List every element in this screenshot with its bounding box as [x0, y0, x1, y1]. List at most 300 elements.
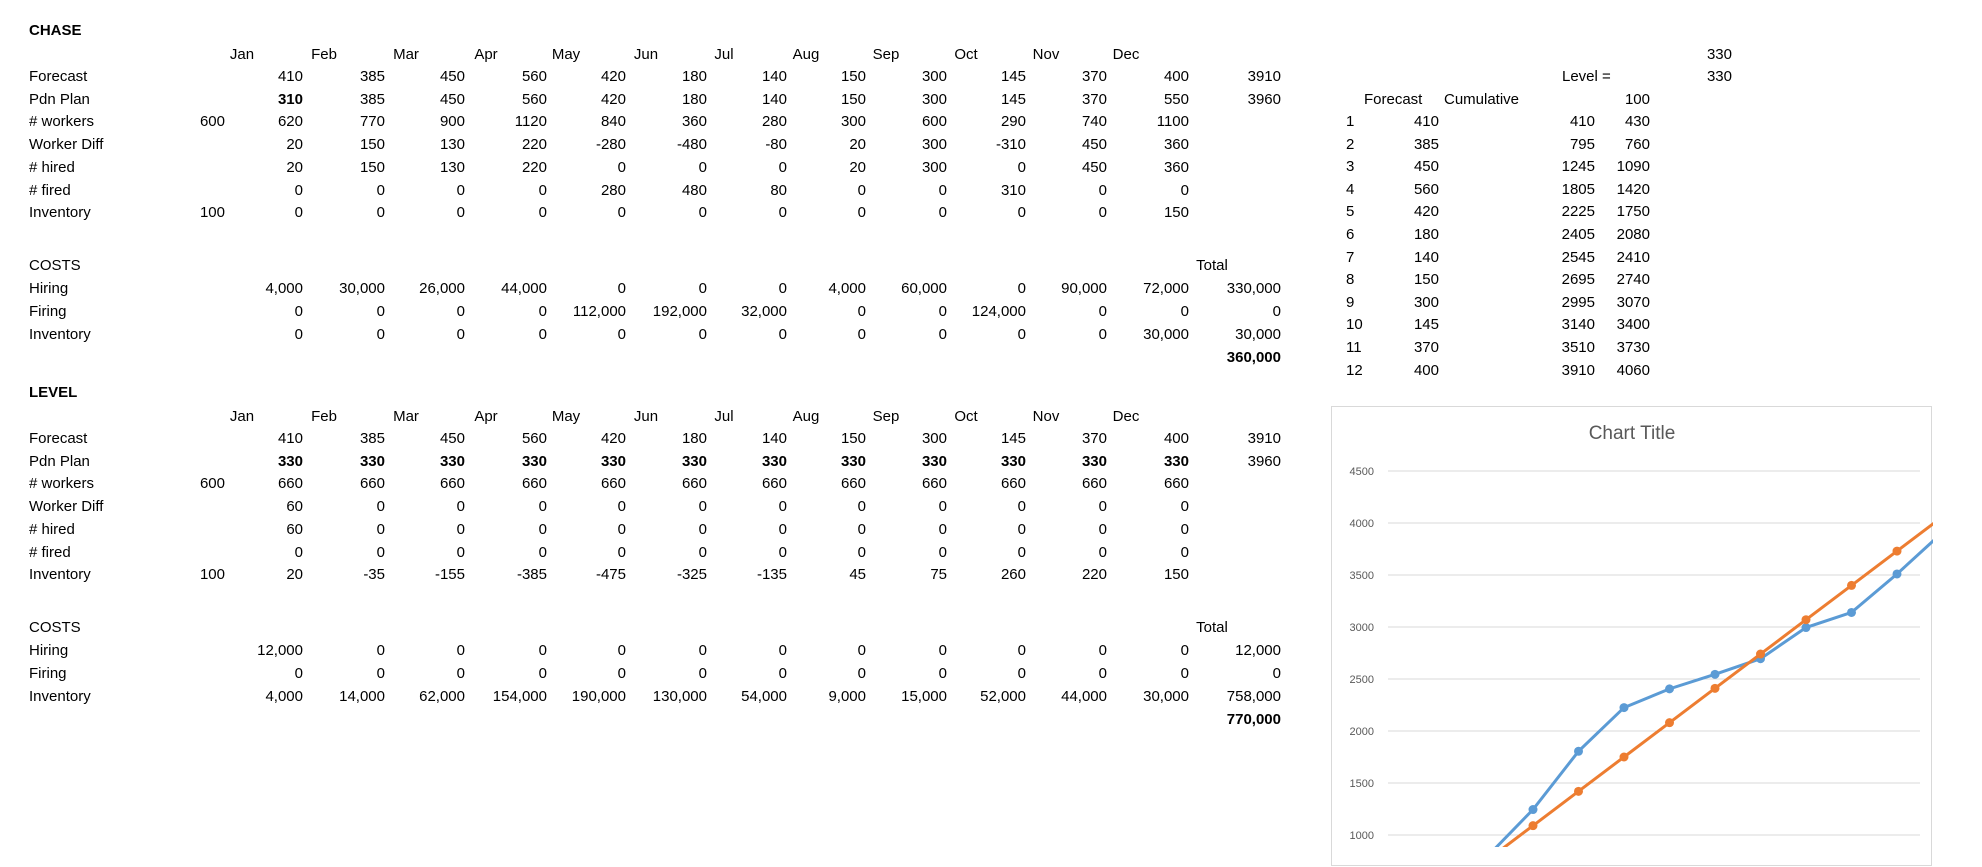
- cost-cell[interactable]: 0: [698, 665, 707, 682]
- value-cell[interactable]: 130: [439, 158, 465, 176]
- value-cell[interactable]: 660: [359, 475, 385, 493]
- value-cell[interactable]: 330: [521, 452, 547, 470]
- month-header[interactable]: Sep: [872, 46, 900, 63]
- cost-cell[interactable]: 0: [698, 326, 707, 343]
- cost-cell[interactable]: 44,000: [501, 280, 547, 297]
- total-label[interactable]: Total: [1196, 619, 1228, 636]
- row-total[interactable]: 3910: [1247, 68, 1281, 85]
- value-cell[interactable]: 660: [761, 475, 787, 493]
- cost-cell[interactable]: 30,000: [339, 280, 385, 297]
- value-cell[interactable]: 0: [538, 543, 547, 561]
- value-cell[interactable]: -475: [595, 566, 626, 584]
- value-cell[interactable]: 0: [538, 498, 547, 516]
- period-number[interactable]: 7: [1346, 248, 1355, 266]
- value-cell[interactable]: 310: [1000, 181, 1026, 199]
- value-cell[interactable]: 330: [681, 452, 707, 470]
- value-cell[interactable]: 0: [857, 204, 866, 222]
- value-cell[interactable]: 560: [521, 68, 547, 85]
- month-header[interactable]: Nov: [1032, 408, 1060, 425]
- period-number[interactable]: 9: [1346, 293, 1355, 311]
- value-cell[interactable]: 140: [761, 90, 787, 108]
- value-cell[interactable]: 0: [778, 204, 787, 222]
- value-cell[interactable]: 385: [359, 90, 385, 108]
- period-number[interactable]: 8: [1346, 271, 1355, 289]
- value-cell[interactable]: 220: [521, 158, 547, 176]
- cost-cell[interactable]: 0: [617, 326, 626, 343]
- value-cell[interactable]: 0: [376, 543, 385, 561]
- value-cell[interactable]: 410: [277, 430, 303, 447]
- costs-label[interactable]: COSTS: [29, 619, 81, 636]
- cost-cell[interactable]: 30,000: [1143, 688, 1189, 705]
- row-label[interactable]: # workers: [29, 113, 95, 131]
- value-cell[interactable]: 150: [840, 90, 866, 108]
- cost-cell[interactable]: 0: [294, 326, 303, 343]
- cost-cell[interactable]: 192,000: [652, 303, 707, 320]
- value-cell[interactable]: 420: [600, 90, 626, 108]
- section-title[interactable]: CHASE: [29, 22, 82, 39]
- month-header[interactable]: May: [551, 46, 581, 63]
- value-cell[interactable]: 300: [840, 113, 866, 131]
- value-cell[interactable]: 550: [1163, 90, 1189, 108]
- costs-label[interactable]: COSTS: [29, 257, 81, 274]
- value-cell[interactable]: 220: [521, 136, 547, 154]
- value-cell[interactable]: 660: [1163, 475, 1189, 493]
- value-cell[interactable]: 0: [938, 204, 947, 222]
- value-cell[interactable]: 370: [1081, 90, 1107, 108]
- cost-label[interactable]: Inventory: [29, 326, 91, 343]
- side-forecast[interactable]: 300: [1413, 293, 1439, 311]
- value-cell[interactable]: 0: [538, 204, 547, 222]
- value-cell[interactable]: 360: [681, 113, 707, 131]
- value-cell[interactable]: 0: [1098, 498, 1107, 516]
- value-cell[interactable]: 150: [359, 158, 385, 176]
- value-cell[interactable]: 0: [617, 520, 626, 538]
- value-cell[interactable]: 0: [456, 543, 465, 561]
- cost-label[interactable]: Hiring: [29, 642, 69, 659]
- cost-cell[interactable]: 0: [376, 303, 385, 320]
- value-cell[interactable]: 60: [286, 498, 303, 516]
- initial-value[interactable]: 600: [199, 113, 225, 131]
- value-cell[interactable]: 0: [1017, 543, 1026, 561]
- value-cell[interactable]: 0: [778, 543, 787, 561]
- side-cumulative[interactable]: 1245: [1561, 158, 1595, 176]
- cost-total[interactable]: 0: [1272, 303, 1281, 320]
- value-cell[interactable]: 0: [538, 181, 547, 199]
- value-cell[interactable]: 310: [277, 90, 303, 108]
- cost-cell[interactable]: 0: [1180, 665, 1189, 682]
- value-cell[interactable]: 0: [617, 543, 626, 561]
- value-cell[interactable]: 0: [456, 498, 465, 516]
- value-cell[interactable]: 360: [1163, 136, 1189, 154]
- cost-cell[interactable]: 52,000: [980, 688, 1026, 705]
- value-cell[interactable]: 140: [761, 430, 787, 447]
- value-cell[interactable]: 385: [359, 430, 385, 447]
- value-cell[interactable]: 450: [1081, 136, 1107, 154]
- value-cell[interactable]: 80: [770, 181, 787, 199]
- cost-label[interactable]: Inventory: [29, 688, 91, 705]
- value-cell[interactable]: 75: [930, 566, 947, 584]
- value-cell[interactable]: 330: [761, 452, 787, 470]
- cost-cell[interactable]: 0: [1098, 642, 1107, 659]
- cost-cell[interactable]: 0: [857, 303, 866, 320]
- value-cell[interactable]: 280: [761, 113, 787, 131]
- value-cell[interactable]: 450: [1081, 158, 1107, 176]
- cost-cell[interactable]: 0: [938, 326, 947, 343]
- cost-label[interactable]: Firing: [29, 665, 67, 682]
- value-cell[interactable]: 0: [1180, 520, 1189, 538]
- row-label[interactable]: Pdn Plan: [29, 90, 90, 108]
- value-cell[interactable]: 150: [840, 430, 866, 447]
- cost-cell[interactable]: 0: [376, 642, 385, 659]
- value-cell[interactable]: 740: [1081, 113, 1107, 131]
- value-cell[interactable]: 260: [1000, 566, 1026, 584]
- value-cell[interactable]: -325: [676, 566, 707, 584]
- cost-cell[interactable]: 0: [456, 642, 465, 659]
- value-cell[interactable]: 0: [857, 543, 866, 561]
- row-label[interactable]: # fired: [29, 181, 71, 199]
- value-cell[interactable]: 0: [778, 158, 787, 176]
- cost-cell[interactable]: 0: [294, 665, 303, 682]
- cost-cell[interactable]: 0: [698, 280, 707, 297]
- value-cell[interactable]: 0: [456, 204, 465, 222]
- value-cell[interactable]: 400: [1163, 430, 1189, 447]
- side-cumulative[interactable]: 3510: [1561, 339, 1595, 356]
- side-value[interactable]: 2410: [1616, 248, 1650, 266]
- month-header[interactable]: Sep: [872, 408, 900, 425]
- value-cell[interactable]: 660: [840, 475, 866, 493]
- cost-cell[interactable]: 4,000: [265, 280, 303, 297]
- month-header[interactable]: Dec: [1112, 46, 1140, 63]
- level-value[interactable]: 330: [1706, 68, 1732, 85]
- cost-cell[interactable]: 0: [778, 326, 787, 343]
- header-forecast[interactable]: Forecast: [1364, 91, 1423, 108]
- side-value[interactable]: 3730: [1616, 339, 1650, 356]
- value-cell[interactable]: 0: [698, 543, 707, 561]
- value-cell[interactable]: 140: [761, 68, 787, 85]
- value-cell[interactable]: 145: [1000, 90, 1026, 108]
- value-cell[interactable]: -480: [676, 136, 707, 154]
- value-cell[interactable]: 900: [439, 113, 465, 131]
- chart[interactable]: [1331, 406, 1932, 866]
- value-cell[interactable]: 0: [376, 204, 385, 222]
- value-cell[interactable]: 660: [600, 475, 626, 493]
- value-cell[interactable]: 60: [286, 520, 303, 538]
- cost-cell[interactable]: 154,000: [492, 688, 547, 705]
- cost-total[interactable]: 12,000: [1235, 642, 1281, 659]
- cost-cell[interactable]: 14,000: [339, 688, 385, 705]
- value-cell[interactable]: 600: [921, 113, 947, 131]
- value-cell[interactable]: 770: [359, 113, 385, 131]
- row-label[interactable]: Worker Diff: [29, 498, 104, 516]
- value-cell[interactable]: -310: [995, 136, 1026, 154]
- value-cell[interactable]: 150: [359, 136, 385, 154]
- side-value[interactable]: 1090: [1616, 158, 1650, 176]
- side-value[interactable]: 3070: [1616, 293, 1650, 311]
- value-cell[interactable]: 330: [600, 452, 626, 470]
- value-cell[interactable]: 0: [1180, 498, 1189, 516]
- period-number[interactable]: 3: [1346, 158, 1355, 176]
- value-cell[interactable]: 330: [439, 452, 465, 470]
- value-cell[interactable]: -80: [765, 136, 787, 154]
- value-cell[interactable]: 0: [1017, 520, 1026, 538]
- value-cell[interactable]: 300: [921, 90, 947, 108]
- grand-total[interactable]: 360,000: [1226, 349, 1281, 366]
- row-label[interactable]: # fired: [29, 543, 71, 561]
- period-number[interactable]: 12: [1346, 361, 1363, 379]
- value-cell[interactable]: 0: [538, 520, 547, 538]
- value-cell[interactable]: 150: [840, 68, 866, 85]
- cost-cell[interactable]: 0: [456, 665, 465, 682]
- period-number[interactable]: 6: [1346, 226, 1355, 243]
- cost-cell[interactable]: 0: [538, 303, 547, 320]
- side-forecast[interactable]: 150: [1413, 271, 1439, 289]
- value-cell[interactable]: 145: [1000, 430, 1026, 447]
- row-total[interactable]: 3960: [1247, 90, 1281, 108]
- value-cell[interactable]: 330: [1000, 452, 1026, 470]
- value-cell[interactable]: 0: [617, 158, 626, 176]
- value-cell[interactable]: 450: [439, 90, 465, 108]
- level-label[interactable]: Level =: [1562, 68, 1611, 85]
- value-cell[interactable]: 560: [521, 90, 547, 108]
- cost-cell[interactable]: 0: [1017, 326, 1026, 343]
- value-cell[interactable]: -155: [434, 566, 465, 584]
- side-value[interactable]: 430: [1624, 113, 1650, 130]
- row-label[interactable]: Worker Diff: [29, 136, 104, 154]
- cost-cell[interactable]: 54,000: [741, 688, 787, 705]
- cost-cell[interactable]: 0: [857, 326, 866, 343]
- side-forecast[interactable]: 420: [1413, 203, 1439, 221]
- value-cell[interactable]: 660: [439, 475, 465, 493]
- row-label[interactable]: Forecast: [29, 430, 88, 447]
- cost-cell[interactable]: 0: [1098, 326, 1107, 343]
- cost-cell[interactable]: 0: [456, 303, 465, 320]
- side-cumulative[interactable]: 2225: [1561, 203, 1595, 221]
- value-cell[interactable]: 20: [286, 566, 303, 584]
- value-cell[interactable]: 385: [359, 68, 385, 85]
- side-value[interactable]: 3400: [1616, 316, 1650, 334]
- value-cell[interactable]: 0: [456, 520, 465, 538]
- cost-cell[interactable]: 72,000: [1143, 280, 1189, 297]
- level-top-value[interactable]: 330: [1706, 46, 1732, 63]
- side-cumulative[interactable]: 1805: [1561, 180, 1595, 198]
- cost-cell[interactable]: 0: [376, 665, 385, 682]
- cost-cell[interactable]: 190,000: [571, 688, 626, 705]
- month-header[interactable]: Apr: [474, 46, 498, 63]
- value-cell[interactable]: 0: [1098, 543, 1107, 561]
- value-cell[interactable]: 1100: [1156, 113, 1189, 131]
- grand-total[interactable]: 770,000: [1226, 711, 1281, 728]
- value-cell[interactable]: 330: [359, 452, 385, 470]
- cost-cell[interactable]: 44,000: [1061, 688, 1107, 705]
- month-header[interactable]: Aug: [792, 408, 820, 425]
- cost-cell[interactable]: 130,000: [652, 688, 707, 705]
- value-cell[interactable]: 280: [600, 181, 626, 199]
- value-cell[interactable]: 0: [857, 520, 866, 538]
- value-cell[interactable]: 0: [617, 204, 626, 222]
- cost-cell[interactable]: 0: [1180, 642, 1189, 659]
- cost-cell[interactable]: 0: [778, 665, 787, 682]
- value-cell[interactable]: 660: [1081, 475, 1107, 493]
- cost-cell[interactable]: 0: [538, 326, 547, 343]
- month-header[interactable]: Dec: [1112, 408, 1140, 425]
- row-label[interactable]: # hired: [29, 158, 75, 176]
- value-cell[interactable]: -385: [516, 566, 547, 584]
- cost-cell[interactable]: 0: [1180, 303, 1189, 320]
- cost-cell[interactable]: 0: [1017, 642, 1026, 659]
- cost-cell[interactable]: 0: [857, 642, 866, 659]
- row-label[interactable]: Pdn Plan: [29, 452, 90, 470]
- cost-cell[interactable]: 0: [857, 665, 866, 682]
- side-value[interactable]: 1420: [1616, 180, 1650, 198]
- value-cell[interactable]: 420: [600, 68, 626, 85]
- cost-cell[interactable]: 32,000: [741, 303, 787, 320]
- value-cell[interactable]: 0: [938, 520, 947, 538]
- value-cell[interactable]: 180: [681, 68, 707, 85]
- value-cell[interactable]: 0: [778, 498, 787, 516]
- cost-cell[interactable]: 0: [938, 642, 947, 659]
- row-label[interactable]: Forecast: [29, 68, 88, 85]
- value-cell[interactable]: 0: [456, 181, 465, 199]
- value-cell[interactable]: 0: [376, 520, 385, 538]
- value-cell[interactable]: 20: [286, 136, 303, 154]
- side-forecast[interactable]: 140: [1413, 248, 1439, 266]
- side-forecast[interactable]: 410: [1413, 113, 1439, 130]
- value-cell[interactable]: 660: [1000, 475, 1026, 493]
- cost-cell[interactable]: 90,000: [1061, 280, 1107, 297]
- cost-total[interactable]: 30,000: [1235, 326, 1281, 343]
- cost-cell[interactable]: 15,000: [901, 688, 947, 705]
- cost-cell[interactable]: 4,000: [828, 280, 866, 297]
- value-cell[interactable]: 300: [921, 430, 947, 447]
- value-cell[interactable]: 0: [1098, 181, 1107, 199]
- month-header[interactable]: Oct: [954, 408, 978, 425]
- value-cell[interactable]: 45: [849, 566, 866, 584]
- value-cell[interactable]: 0: [1180, 543, 1189, 561]
- cost-cell[interactable]: 12,000: [257, 642, 303, 659]
- month-header[interactable]: Aug: [792, 46, 820, 63]
- side-forecast[interactable]: 180: [1413, 226, 1439, 243]
- initial-value[interactable]: 100: [199, 204, 225, 222]
- side-forecast[interactable]: 560: [1413, 180, 1439, 198]
- side-forecast[interactable]: 145: [1413, 316, 1439, 334]
- value-cell[interactable]: 0: [778, 520, 787, 538]
- value-cell[interactable]: 450: [439, 68, 465, 85]
- value-cell[interactable]: 0: [1098, 204, 1107, 222]
- header-cumulative[interactable]: Cumulative: [1444, 91, 1520, 108]
- cost-cell[interactable]: 0: [698, 642, 707, 659]
- value-cell[interactable]: 330: [921, 452, 947, 470]
- value-cell[interactable]: 0: [857, 181, 866, 199]
- value-cell[interactable]: 0: [698, 498, 707, 516]
- cost-cell[interactable]: 0: [1098, 303, 1107, 320]
- value-cell[interactable]: 330: [277, 452, 303, 470]
- value-cell[interactable]: 370: [1081, 68, 1107, 85]
- side-cumulative[interactable]: 3910: [1561, 361, 1595, 379]
- cost-cell[interactable]: 0: [938, 665, 947, 682]
- month-header[interactable]: Jul: [714, 408, 734, 425]
- value-cell[interactable]: 0: [1017, 204, 1026, 222]
- month-header[interactable]: Jul: [714, 46, 734, 63]
- side-cumulative[interactable]: 2995: [1561, 293, 1595, 311]
- period-number[interactable]: 10: [1346, 316, 1363, 334]
- cost-cell[interactable]: 0: [778, 642, 787, 659]
- month-header[interactable]: Mar: [393, 46, 419, 63]
- value-cell[interactable]: 0: [294, 181, 303, 199]
- side-value[interactable]: 1750: [1616, 203, 1650, 221]
- month-header[interactable]: Jan: [229, 408, 255, 425]
- value-cell[interactable]: 660: [521, 475, 547, 493]
- value-cell[interactable]: 0: [1098, 520, 1107, 538]
- value-cell[interactable]: 300: [921, 158, 947, 176]
- value-cell[interactable]: 330: [1163, 452, 1189, 470]
- cost-cell[interactable]: 0: [456, 326, 465, 343]
- cost-cell[interactable]: 30,000: [1143, 326, 1189, 343]
- header-value[interactable]: 100: [1624, 91, 1650, 108]
- cost-cell[interactable]: 0: [617, 642, 626, 659]
- cost-total[interactable]: 758,000: [1226, 688, 1281, 705]
- value-cell[interactable]: 410: [277, 68, 303, 85]
- value-cell[interactable]: -35: [363, 566, 385, 584]
- cost-total[interactable]: 0: [1272, 665, 1281, 682]
- side-cumulative[interactable]: 410: [1569, 113, 1595, 130]
- month-header[interactable]: Feb: [311, 408, 337, 425]
- side-value[interactable]: 2080: [1616, 226, 1650, 243]
- cost-cell[interactable]: 26,000: [419, 280, 465, 297]
- period-number[interactable]: 11: [1346, 339, 1362, 356]
- month-header[interactable]: May: [551, 408, 581, 425]
- value-cell[interactable]: 0: [1017, 158, 1026, 176]
- value-cell[interactable]: 0: [294, 204, 303, 222]
- value-cell[interactable]: 0: [1017, 498, 1026, 516]
- value-cell[interactable]: 0: [938, 181, 947, 199]
- cost-cell[interactable]: 0: [1017, 280, 1026, 297]
- value-cell[interactable]: 660: [921, 475, 947, 493]
- side-cumulative[interactable]: 2405: [1561, 226, 1595, 243]
- value-cell[interactable]: 0: [698, 520, 707, 538]
- cost-total[interactable]: 330,000: [1226, 280, 1281, 297]
- value-cell[interactable]: 0: [617, 498, 626, 516]
- cost-cell[interactable]: 0: [1098, 665, 1107, 682]
- cost-label[interactable]: Hiring: [29, 280, 69, 297]
- side-cumulative[interactable]: 3140: [1561, 316, 1595, 334]
- value-cell[interactable]: 620: [277, 113, 303, 131]
- value-cell[interactable]: 330: [1081, 452, 1107, 470]
- month-header[interactable]: Jan: [229, 46, 255, 63]
- value-cell[interactable]: 150: [1163, 566, 1189, 584]
- cost-cell[interactable]: 0: [938, 303, 947, 320]
- cost-cell[interactable]: 0: [617, 280, 626, 297]
- value-cell[interactable]: 0: [376, 181, 385, 199]
- row-total[interactable]: 3910: [1247, 430, 1281, 447]
- row-label[interactable]: Inventory: [29, 204, 91, 222]
- month-header[interactable]: Feb: [311, 46, 337, 63]
- value-cell[interactable]: 0: [938, 543, 947, 561]
- cost-cell[interactable]: 0: [376, 326, 385, 343]
- cost-cell[interactable]: 0: [538, 642, 547, 659]
- value-cell[interactable]: -135: [756, 566, 787, 584]
- month-header[interactable]: Mar: [393, 408, 419, 425]
- row-label[interactable]: # workers: [29, 475, 95, 493]
- cost-cell[interactable]: 60,000: [901, 280, 947, 297]
- cost-cell[interactable]: 0: [778, 280, 787, 297]
- value-cell[interactable]: 0: [1180, 181, 1189, 199]
- value-cell[interactable]: 290: [1000, 113, 1026, 131]
- row-total[interactable]: 3960: [1247, 452, 1281, 470]
- cost-cell[interactable]: 0: [294, 303, 303, 320]
- value-cell[interactable]: 130: [439, 136, 465, 154]
- period-number[interactable]: 4: [1346, 180, 1355, 198]
- cost-label[interactable]: Firing: [29, 303, 67, 320]
